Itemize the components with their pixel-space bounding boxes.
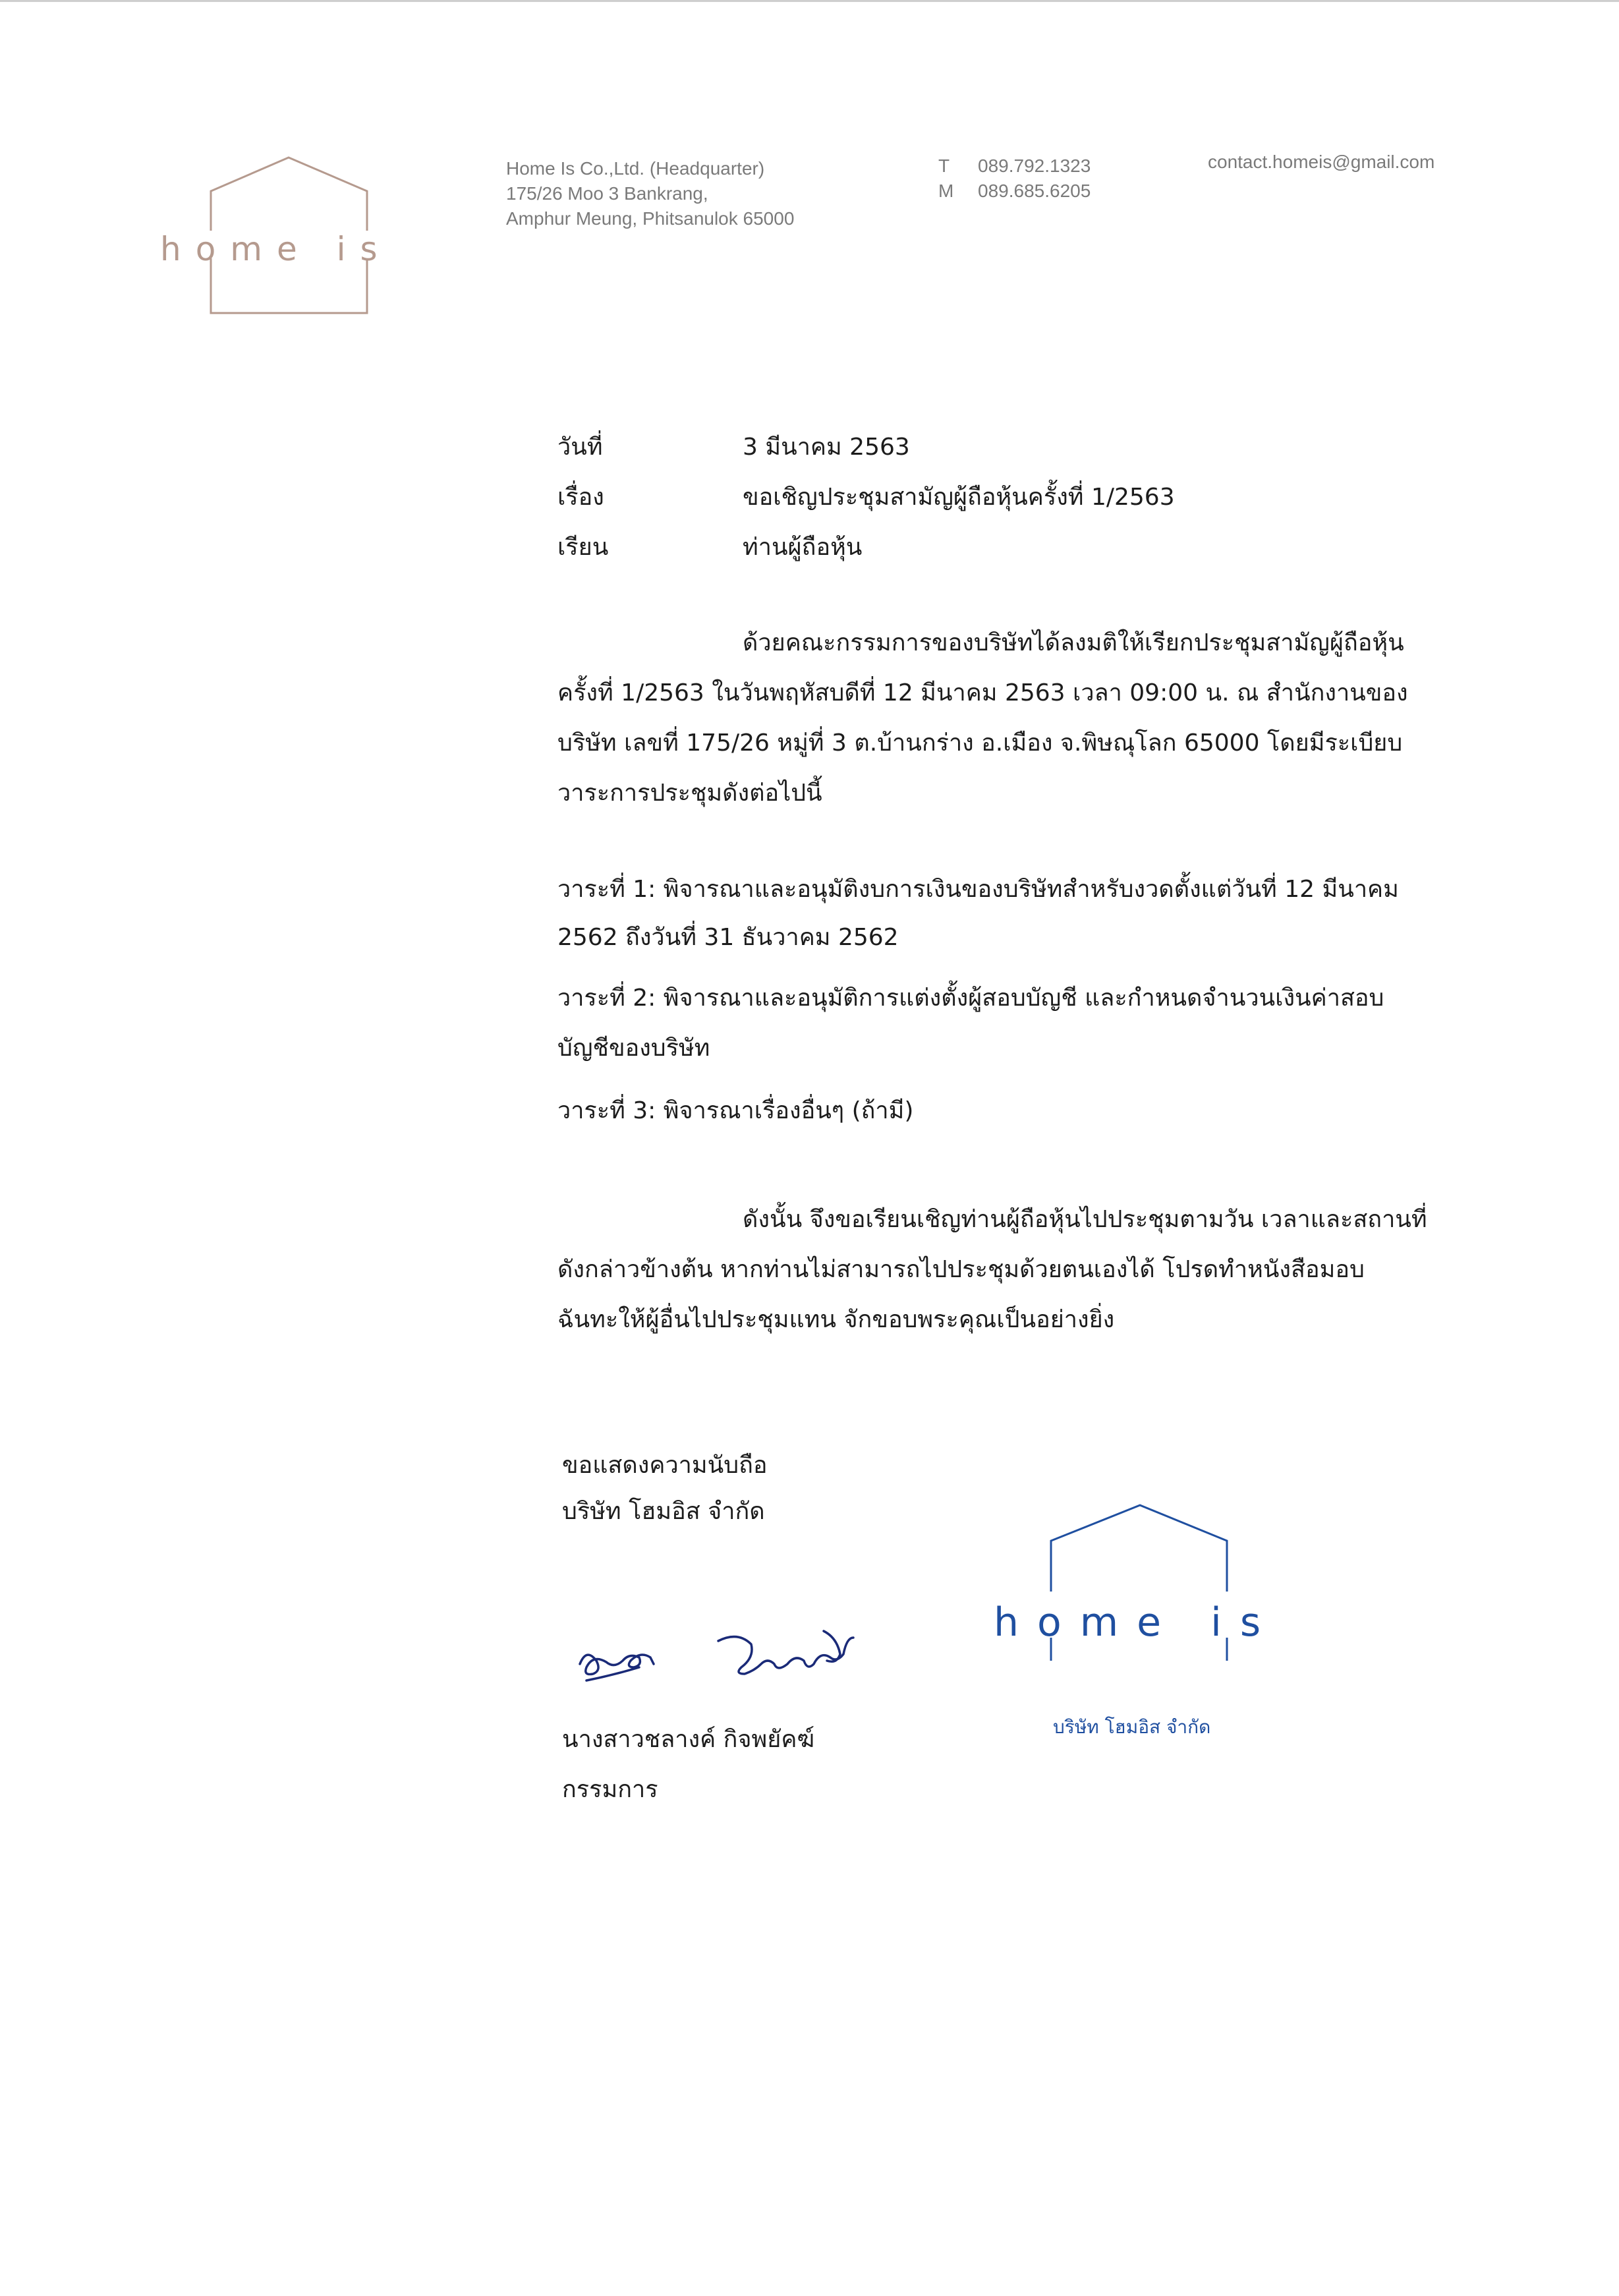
date-label: วันที่ bbox=[557, 434, 603, 461]
regards: ขอแสดงความนับถือ bbox=[562, 1452, 768, 1479]
company-th: บริษัท โฮมอิส จำกัด bbox=[562, 1498, 765, 1525]
closing-line: ดังนั้น จึงขอเรียนเชิญท่านผู้ถือหุ้นไปประชุมตามวัน เวลาและสถานที่ bbox=[743, 1206, 1427, 1233]
agenda-item-1: วาระที่ 1: พิจารณาและอนุมัติงบการเงินของบริษัทสำหรับงวดตั้งแต่วันที่ 12 มีนาคม bbox=[557, 876, 1399, 903]
intro-line: ครั้งที่ 1/2563 ในวันพฤหัสบดีที่ 12 มีนาคม 2563 เวลา 09:00 น. ณ สำนักงานของ bbox=[557, 679, 1408, 706]
phone-m: 089.685.6205 bbox=[978, 181, 1091, 201]
stamp-wordmark: home is bbox=[994, 1599, 1280, 1646]
subject-label: เรื่อง bbox=[557, 484, 604, 511]
closing-line: ฉันทะให้ผู้อื่นไปประชุมแทน จักขอบพระคุณเป็นอย่างยิ่ง bbox=[557, 1306, 1115, 1333]
agenda-item-3: วาระที่ 3: พิจารณาเรื่องอื่นๆ (ถ้ามี) bbox=[557, 1097, 914, 1124]
company-address-1: 175/26 Moo 3 Bankrang, bbox=[506, 183, 708, 204]
company-name: Home Is Co.,Ltd. (Headquarter) bbox=[506, 158, 765, 179]
signer-title: กรรมการ bbox=[562, 1776, 658, 1803]
intro-line: ด้วยคณะกรรมการของบริษัทได้ลงมติให้เรียกประชุมสามัญผู้ถือหุ้น bbox=[743, 629, 1404, 656]
stamp-company: บริษัท โฮมอิส จำกัด bbox=[1053, 1716, 1211, 1738]
phone-t-label: T bbox=[938, 156, 950, 176]
intro-line: บริษัท เลขที่ 175/26 หมู่ที่ 3 ต.บ้านกร่าง อ.เมือง จ.พิษณุโลก 65000 โดยมีระเบียบ bbox=[557, 730, 1403, 757]
to-value: ท่านผู้ถือหุ้น bbox=[743, 534, 863, 561]
email: contact.homeis@gmail.com bbox=[1208, 152, 1435, 172]
signer-name: นางสาวชลางค์ กิจพยัคฆ์ bbox=[562, 1726, 815, 1753]
agenda-item-2-cont: บัญชีของบริษัท bbox=[557, 1035, 710, 1062]
closing-line: ดังกล่าวข้างต้น หากท่านไม่สามารถไปประชุมด้วยตนเองได้ โปรดทำหนังสือมอบ bbox=[557, 1256, 1365, 1283]
company-address-2: Amphur Meung, Phitsanulok 65000 bbox=[506, 208, 795, 229]
to-label: เรียน bbox=[557, 534, 609, 561]
subject-value: ขอเชิญประชุมสามัญผู้ถือหุ้นครั้งที่ 1/2563 bbox=[743, 484, 1175, 511]
agenda-item-2: วาระที่ 2: พิจารณาและอนุมัติการแต่งตั้งผู้สอบบัญชี และกำหนดจำนวนเงินค่าสอบ bbox=[557, 985, 1384, 1012]
date-value: 3 มีนาคม 2563 bbox=[743, 434, 910, 461]
signature bbox=[573, 1618, 890, 1704]
logo-wordmark: home is bbox=[160, 230, 392, 268]
phone-m-label: M bbox=[938, 181, 954, 201]
scan-top-edge bbox=[0, 0, 1619, 2]
agenda-item-1-cont: 2562 ถึงวันที่ 31 ธันวาคม 2562 bbox=[557, 924, 899, 951]
phone-t: 089.792.1323 bbox=[978, 156, 1091, 176]
intro-line: วาระการประชุมดังต่อไปนี้ bbox=[557, 780, 822, 807]
